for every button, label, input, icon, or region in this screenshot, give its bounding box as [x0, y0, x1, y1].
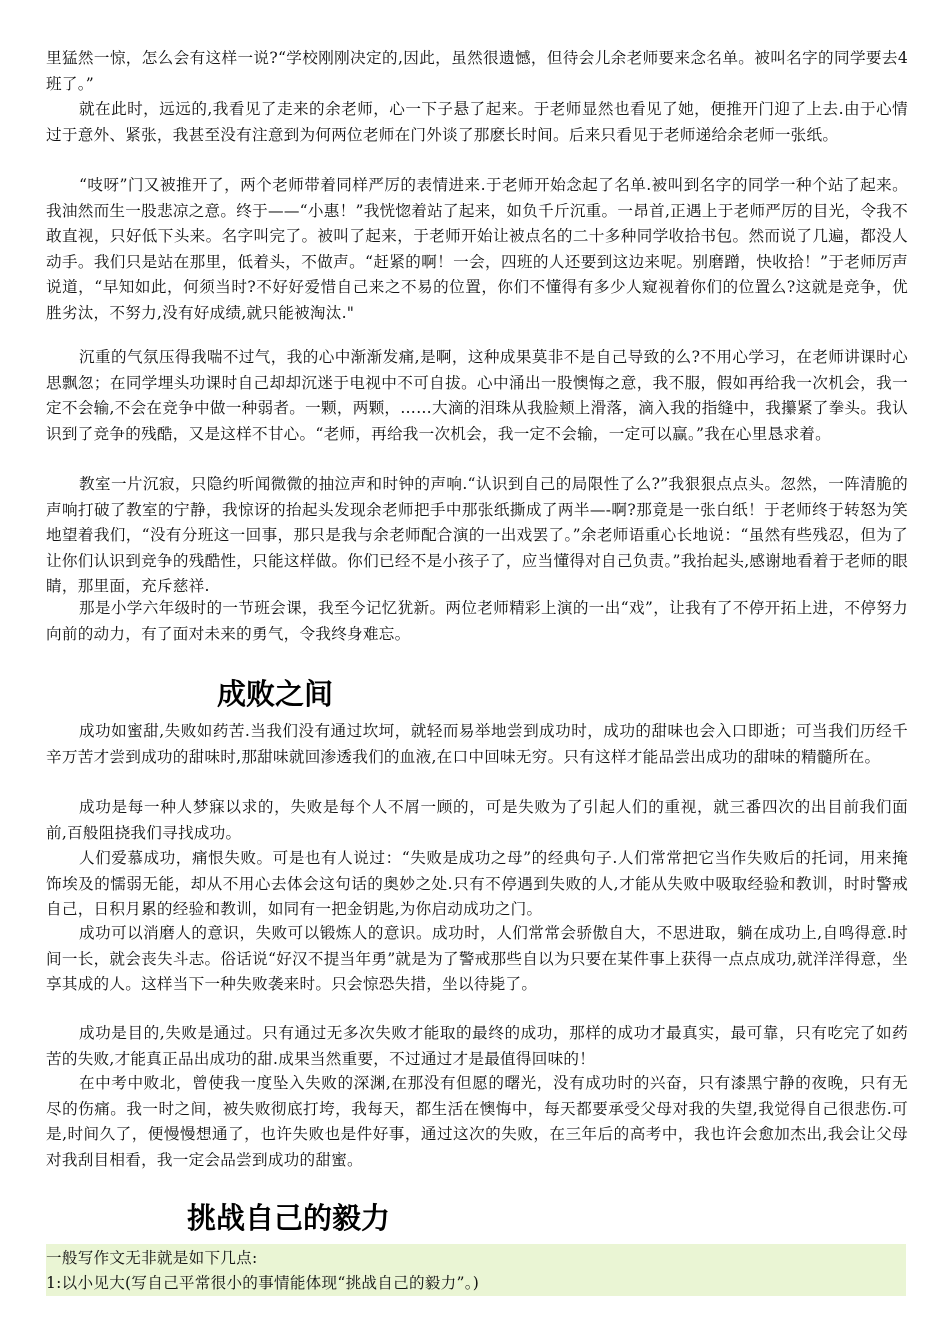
- paragraph: 成功是每一种人梦寐以求的，失败是每个人不屑一顾的，可是失败为了引起人们的重视，就三番四次的出目前我们面前,百般阻挠我们寻找成功。: [46, 798, 908, 842]
- section-heading: 挑战自己的毅力: [187, 1201, 391, 1235]
- highlight-line: 1:以小见大(写自己平常很小的事情能体现“挑战自己的毅力”。): [46, 1274, 480, 1292]
- paragraph: 那是小学六年级时的一节班会课，我至今记忆犹新。两位老师精彩上演的一出“戏”，让我有了不停开拓上进，不停努力向前的动力，有了面对未来的勇气，令我终身难忘。: [46, 599, 908, 643]
- section-heading: 成败之间: [217, 677, 334, 711]
- paragraph: “吱呀”门又被推开了，两个老师带着同样严厉的表情进来.于老师开始念起了名单.被叫到名字的同学一种个站了起来。我油然而生一股悲凉之意。终于——“小惠！”我恍惚着站了起来，如负千斤沉重。一昂首,正遇上于老师严厉的目光，令我不敢直视，只好低下头来。名字叫完了。被叫了起来，于老师开始让被点名的二十多种同学收拾书包。然而说了几遍，都没人动手。我们只是站在那里，低着头，不做声。“赶紧的啊！一会，四班的人还要到这边来呢。别磨蹭，快收拾！”于老师厉声说道，“早知如此，何须当时?不好好爱惜自己来之不易的位置，你们不懂得有多少人窥视着你们的位置么?这就是竞争，优胜劣汰，不努力,没有好成绩,就只能被淘汰.": [46, 176, 908, 322]
- paragraph: 人们爱慕成功，痛恨失败。可是也有人说过：“失败是成功之母”的经典句子.人们常常把它当作失败后的托词，用来掩饰埃及的懦弱无能，却从不用心去体会这句话的奥妙之处.只有不停遇到失败的人,才能从失败中吸取经验和教训，时时警戒自己，日积月累的经验和教训，如同有一把金钥匙,为你启动成功之门。: [46, 849, 908, 919]
- paragraph: 成功如蜜甜,失败如药苦.当我们没有通过坎坷，就轻而易举地尝到成功时，成功的甜味也会入口即逝；可当我们历经千辛万苦才尝到成功的甜味时,那甜味就回渗透我们的血液,在口中回味无穷。只有这样才能品尝出成功的甜味的精髓所在。: [46, 722, 908, 766]
- paragraph: 成功可以消磨人的意识，失败可以锻炼人的意识。成功时，人们常常会骄傲自大，不思进取，躺在成功上,自鸣得意.时间一长，就会丧失斗志。俗话说“好汉不提当年勇”就是为了警戒那些自以为只要在某件事上获得一点点成功,就洋洋得意，坐享其成的人。这样当下一种失败袭来时。只会惊恐失措，坐以待毙了。: [46, 924, 908, 994]
- paragraph: 成功是目的,失败是通过。只有通过无多次失败才能取的最终的成功，那样的成功才最真实，最可靠，只有吃完了如药苦的失败,才能真正品出成功的甜.成果当然重要，不过通过才是最值得回味的！: [46, 1024, 908, 1068]
- highlight-line: 一般写作文无非就是如下几点:: [46, 1249, 258, 1267]
- paragraph: 就在此时，远远的,我看见了走来的余老师，心一下子悬了起来。于老师显然也看见了她，便推开门迎了上去.由于心情过于意外、紧张，我甚至没有注意到为何两位老师在门外谈了那麽长时间。后来只看见于老师递给余老师一张纸。: [46, 100, 908, 144]
- paragraph: 教室一片沉寂，只隐约听闻微微的抽泣声和时钟的声响.“认识到自己的局限性了么?”我狠狠点点头。忽然，一阵清脆的声响打破了教室的宁静，我惊讶的抬起头发现余老师把手中那张纸撕成了两半—-啊?那竟是一张白纸！于老师终于转怒为笑地望着我们，“没有分班这一回事，那只是我与余老师配合演的一出戏罢了。”余老师语重心长地说：“虽然有些残忍，但为了让你们认识到竞争的残酷性，只能这样做。你们已经不是小孩子了，应当懂得对自己负责。”我抬起头,感谢地看着于老师的眼睛，那里面，充斥慈祥.: [46, 475, 908, 596]
- paragraph: 在中考中败北，曾使我一度坠入失败的深渊,在那没有但愿的曙光，没有成功时的兴奋，只有漆黑宁静的夜晚，只有无尽的伤痛。我一时之间，被失败彻底打垮，我每天，都生活在懊悔中，每天都要承受父母对我的失望,我觉得自己很悲伤.可是,时间久了，便慢慢想通了，也许失败也是件好事，通过这次的失败，在三年后的高考中，我也许会愈加杰出,我会让父母对我刮目相看，我一定会品尝到成功的甜蜜。: [46, 1074, 908, 1169]
- paragraph: 沉重的气氛压得我喘不过气，我的心中渐渐发痛,是啊，这种成果莫非不是自己导致的么?不用心学习，在老师讲课时心思飘忽；在同学埋头功课时自己却却沉迷于电视中不可自拔。心中涌出一股懊悔之意，我不服，假如再给我一次机会，我一定不会输,不会在竞争中做一种弱者。一颗，两颗，……大滴的泪珠从我脸颊上滑落，滴入我的指缝中，我攥紧了拳头。我认识到了竞争的残酷，又是这样不甘心。“老师，再给我一次机会，我一定不会输，一定可以赢。”我在心里恳求着。: [46, 348, 908, 443]
- paragraph: 里猛然一惊，怎么会有这样一说?“学校刚刚决定的,因此，虽然很遗憾，但待会儿余老师要来念名单。被叫名字的同学要去4班了。”: [46, 49, 908, 93]
